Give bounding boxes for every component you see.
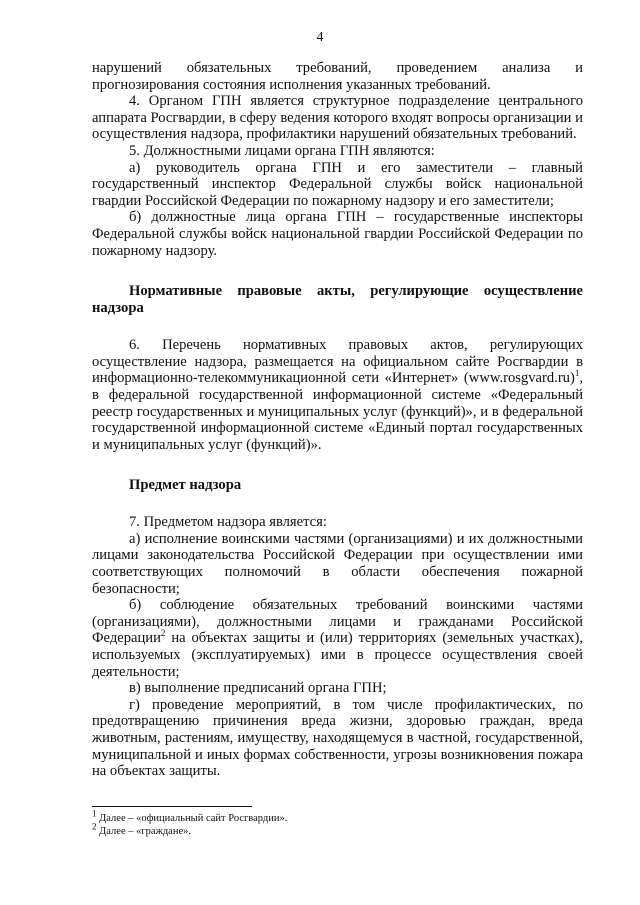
paragraph-7a: а) исполнение воинскими частями (организациями) и их должностными лицами законодательства Российской Федерации при осуществлении ими соответствующих полномочий в области обеспечения пожарной безопасности; (92, 530, 583, 597)
paragraph-5b: б) должностные лица органа ГПН – государственные инспекторы Федеральной службы войск национальной гвардии Российской Федерации по пожарному надзору. (92, 209, 583, 259)
paragraph-7b-text-end: на объектах защиты и (или) территориях (земельных участках), используемых (эксплуатируемых) ими в процессе осуществления своей деятельности; (92, 630, 583, 680)
footnotes (92, 808, 583, 838)
paragraph-7b (92, 597, 583, 680)
footnote-2-text: Далее – «граждане». (96, 826, 191, 837)
footnote-ref-2: 2 (160, 628, 166, 639)
paragraph-6 (92, 337, 583, 453)
heading-gap (92, 494, 583, 514)
document-body (92, 60, 583, 780)
paragraph-6-text-start: 6. Перечень нормативных правовых актов, регулирующих осуществление надзора, размещается на официальном сайте Росгвардии в информационно-телекоммуникационной сети «Интернет» (www.rosgvard.ru) (92, 337, 583, 387)
footnote-2 (92, 821, 583, 838)
footnote-ref-1: 1 (574, 368, 580, 379)
section-gap (92, 453, 583, 477)
paragraph-continuation: нарушений обязательных требований, проведением анализа и прогнозирования состояния исполнения указанных требований. (92, 60, 583, 93)
footnote-1-text: Далее – «официальный сайт Росгвардии». (96, 813, 288, 824)
paragraph-6-text-end: , в федеральной государственной информационной системе «Федеральный реестр государственных и муниципальных услуг (функций)», и в федеральной государственной информационной системе «Единый портал государственных и муниципальных услуг (функций)». (92, 370, 583, 453)
page-number: 4 (316, 30, 324, 45)
paragraph-4: 4. Органом ГПН является структурное подразделение центрального аппарата Росгвардии, в сферу ведения которого входят вопросы организации и осуществления надзора, профилактики нарушений обязательных требований. (92, 93, 583, 143)
paragraph-7g: г) проведение мероприятий, в том числе профилактических, по предотвращению причинения вреда жизни, здоровью граждан, вреда животным, растениям, имуществу, находящемуся в частной, государственной, муниципальной и иных формах собственности, угрозы возникновения пожара на объектах защиты. (92, 696, 583, 780)
footnote-divider (92, 806, 252, 807)
paragraph-5a: а) руководитель органа ГПН и его заместители – главный государственный инспектор Федеральной службы войск национальной гвардии Российской Федерации по пожарному надзору и его заместители; (92, 159, 583, 209)
paragraph-7b-text-start: б) соблюдение обязательных требований воинскими частями (организациями), должностными лицами и гражданами Российской Федерации (92, 597, 583, 647)
footnote-1 (92, 808, 583, 825)
footnote-mark-2: 2 (92, 821, 97, 832)
section-heading-subject: Предмет надзора (129, 477, 242, 494)
paragraph-5: 5. Должностными лицами органа ГПН являются: (129, 142, 435, 159)
footnote-mark-1: 1 (92, 808, 97, 819)
paragraph-7v: в) выполнение предписаний органа ГПН; (129, 680, 387, 697)
section-heading-normative-acts: Нормативные правовые акты, регулирующие осуществление надзора (92, 283, 583, 317)
paragraph-7: 7. Предметом надзора является: (129, 514, 327, 531)
heading-gap (92, 317, 583, 337)
section-gap (92, 259, 583, 283)
